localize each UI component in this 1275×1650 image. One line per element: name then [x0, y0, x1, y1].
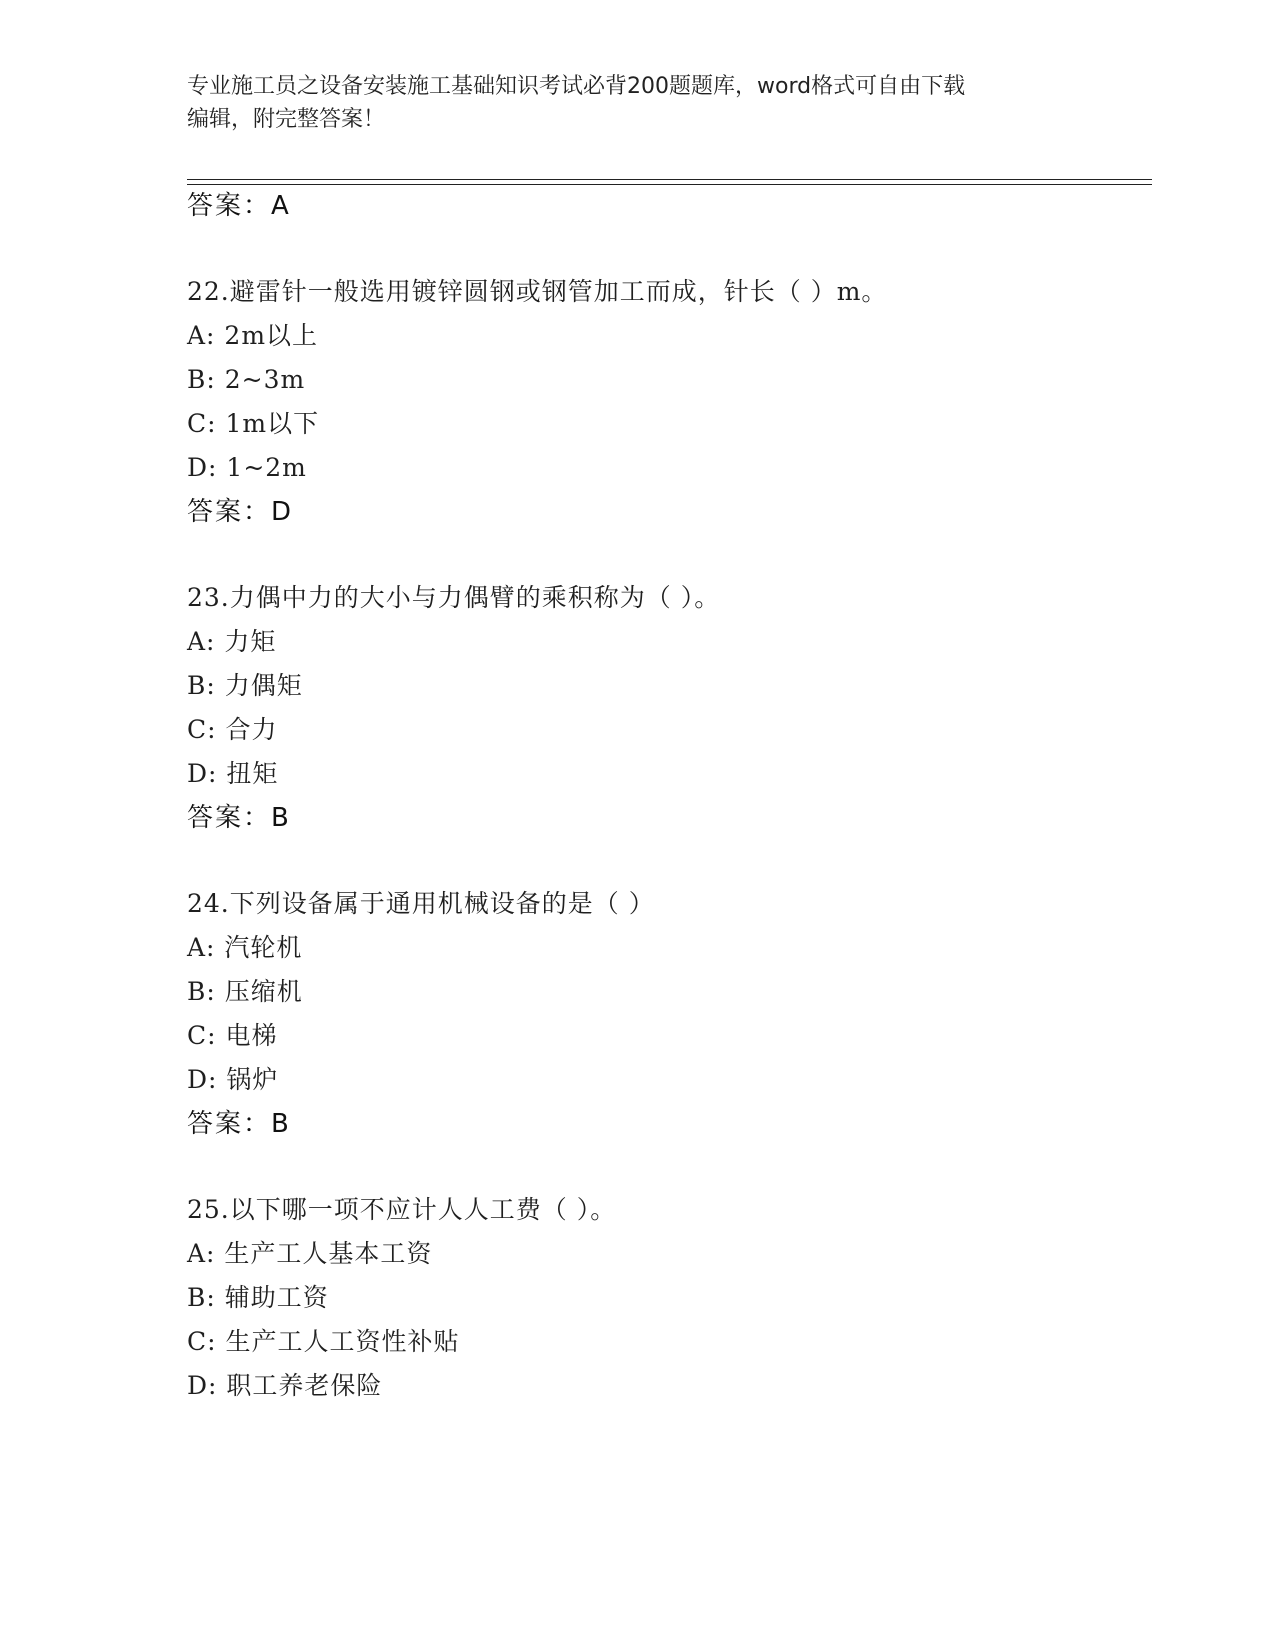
option-c: C: 1m以下 — [187, 409, 320, 438]
header-divider-top — [187, 179, 1152, 180]
option-c: C: 电梯 — [187, 1021, 278, 1050]
document-header — [187, 70, 1067, 136]
option-d: D: 职工养老保险 — [187, 1371, 383, 1400]
header-title-line-2: 编辑，附完整答案！ — [187, 107, 386, 132]
question-stem: 24.下列设备属于通用机械设备的是（ ） — [187, 889, 655, 918]
option-b: B: 辅助工资 — [187, 1283, 329, 1312]
option-a: A: 力矩 — [187, 627, 277, 656]
option-b: B: 力偶矩 — [187, 671, 303, 700]
option-b: B: 2~3m — [187, 365, 306, 394]
answer-label: 答案：A — [187, 191, 291, 221]
answer-label: 答案：B — [187, 1109, 291, 1139]
answer-label: 答案：D — [187, 497, 294, 527]
header-title-line-1: 专业施工员之设备安装施工基础知识考试必背200题题库，word格式可自由下载 — [187, 74, 966, 99]
question-stem: 25.以下哪一项不应计人人工费（ ）。 — [187, 1195, 617, 1224]
option-c: C: 合力 — [187, 715, 278, 744]
question-stem: 23.力偶中力的大小与力偶臂的乘积称为（ ）。 — [187, 583, 721, 612]
header-divider-bottom — [187, 184, 1152, 185]
option-a: A: 2m以上 — [187, 321, 319, 350]
answer-label: 答案：B — [187, 803, 291, 833]
option-d: D: 扭矩 — [187, 759, 279, 788]
option-a: A: 生产工人基本工资 — [187, 1239, 433, 1268]
option-b: B: 压缩机 — [187, 977, 303, 1006]
option-d: D: 锅炉 — [187, 1065, 279, 1094]
option-a: A: 汽轮机 — [187, 933, 303, 962]
option-c: C: 生产工人工资性补贴 — [187, 1327, 460, 1356]
question-stem: 22.避雷针一般选用镀锌圆钢或钢管加工而成，针长（ ）m。 — [187, 277, 888, 306]
option-d: D: 1~2m — [187, 453, 307, 482]
